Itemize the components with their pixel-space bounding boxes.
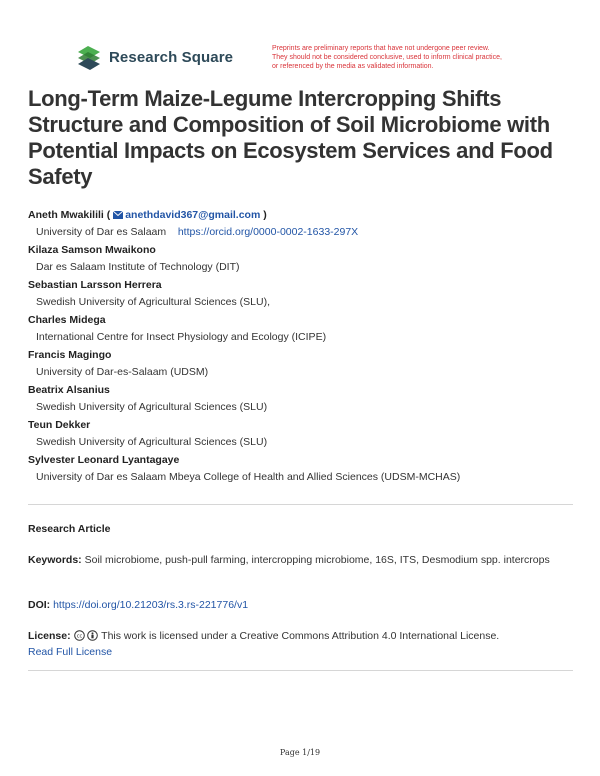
author-name: Sebastian Larsson Herrera — [28, 279, 162, 291]
author-list — [28, 206, 573, 486]
orcid-link[interactable]: https://orcid.org/0000-0002-1633-297X — [177, 226, 359, 238]
envelope-icon — [113, 211, 123, 219]
creative-commons-icon — [74, 630, 85, 641]
doi-link[interactable]: https://doi.org/10.21203/rs.3.rs-221776/v1 — [53, 599, 249, 611]
doi — [28, 597, 573, 613]
author-name: Aneth Mwakilili ( anethdavid367@gmail.com ) — [28, 209, 267, 221]
doi-label: DOI: — [28, 599, 51, 611]
brand-name — [109, 49, 233, 66]
author-entry — [28, 311, 573, 346]
author-email-link[interactable]: anethdavid367@gmail.com — [113, 209, 260, 221]
disclaimer-line: They should not be considered conclusive, used to inform clinical practice, — [272, 54, 502, 61]
brand-square: Square — [181, 48, 234, 66]
author-name: Francis Magingo — [28, 349, 112, 361]
brand-logo[interactable] — [76, 44, 233, 70]
author-affiliation: International Centre for Insect Physiology and Ecology (ICIPE) — [36, 331, 327, 343]
author-entry — [28, 276, 573, 311]
author-entry — [28, 416, 573, 451]
article-type: Research Article — [28, 523, 111, 535]
keywords — [28, 552, 573, 568]
author-affiliation: University of Dar es Salaam https://orcid.org/0000-0002-1633-297X — [36, 226, 359, 238]
brand-research: Research — [109, 48, 178, 66]
read-full-license-link[interactable]: Read Full License — [28, 646, 113, 658]
author-name: Sylvester Leonard Lyantagaye — [28, 454, 180, 466]
attribution-icon — [87, 630, 98, 641]
paper-title: Long-Term Maize-Legume Intercropping Shifts Structure and Composition of Soil Microbiome with Potential Impacts on Ecosystem Services and Food Safety — [28, 86, 553, 189]
license — [28, 628, 573, 660]
svg-text:cc: cc — [76, 633, 82, 640]
author-name: Kilaza Samson Mwaikono — [28, 244, 156, 256]
author-affiliation: University of Dar es Salaam Mbeya College of Health and Allied Sciences (UDSM-MCHAS) — [36, 471, 461, 483]
author-affiliation: Swedish University of Agricultural Sciences (SLU) — [36, 401, 268, 413]
author-name: Teun Dekker — [28, 419, 91, 431]
author-name: Charles Midega — [28, 314, 106, 326]
preprint-disclaimer — [272, 44, 532, 71]
divider — [28, 504, 573, 505]
author-name: Beatrix Alsanius — [28, 384, 110, 396]
author-affiliation: Swedish University of Agricultural Sciences (SLU) — [36, 436, 268, 448]
disclaimer-line: Preprints are preliminary reports that have not undergone peer review. — [272, 45, 490, 52]
author-affiliation: Dar es Salaam Institute of Technology (DIT) — [36, 261, 240, 273]
divider — [28, 670, 573, 671]
author-entry — [28, 206, 573, 241]
keywords-value: Soil microbiome, push-pull farming, intercropping microbiome, 16S, ITS, Desmodium spp. intercrops — [81, 554, 550, 566]
author-entry — [28, 346, 573, 381]
author-entry — [28, 451, 573, 486]
author-affiliation: Swedish University of Agricultural Sciences (SLU), — [36, 296, 271, 308]
disclaimer-line: or referenced by the media as validated information. — [272, 63, 434, 70]
author-entry — [28, 381, 573, 416]
page-number: Page 1/19 — [279, 748, 321, 757]
keywords-label: Keywords: — [28, 554, 82, 566]
author-entry — [28, 241, 573, 276]
license-label: License: — [28, 630, 71, 642]
research-square-logo-icon — [76, 44, 102, 70]
author-affiliation: University of Dar-es-Salaam (UDSM) — [36, 366, 209, 378]
license-text: This work is licensed under a Creative Commons Attribution 4.0 International License. — [98, 630, 500, 642]
